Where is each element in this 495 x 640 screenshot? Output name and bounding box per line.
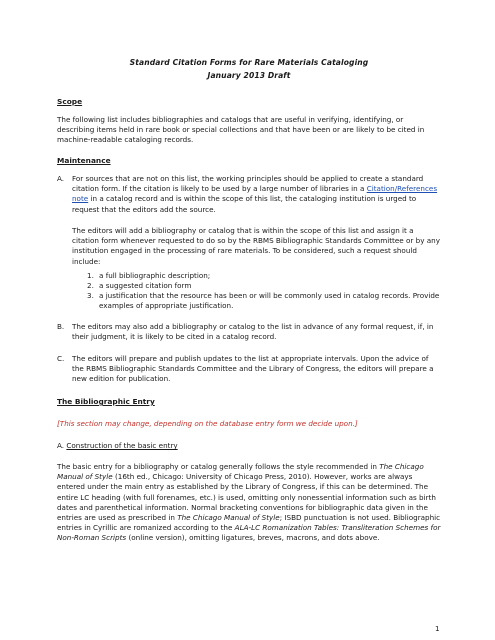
item-a-label: A. [57, 174, 65, 183]
sublist-item-2: a suggested citation form [99, 281, 192, 290]
construction-label: A. [57, 441, 67, 450]
basic-entry-text-2: (16th ed., Chicago: University of Chicago Press, 2010). However, works are always entered under the main entry as established by the Library of Congress, if this can be determined. The entire LC heading (with full forenames, etc.) is used, omitting only nonessential information such as birth dates and parenthetical information. Normal bracketing conventions for bibliographic data given in the entries are used as prescribed in [57, 472, 436, 523]
sublist-item-1: a full bibliographic description; [99, 271, 211, 280]
item-a-text-pre: For sources that are not on this list, the working principles should be applied to create a standard citation form. If the citation is likely to be used by a large number of libraries in a [72, 174, 424, 194]
scope-paragraph: The following list includes bibliographies and catalogs that are useful in verifying, identifying, or describing items held in rare book or special collections and that have been or are likely to be cited in machine-readable cataloging records. [57, 115, 425, 145]
sublist-number-1: 1. [87, 271, 94, 280]
citation-references-note-link[interactable]: Citation/References note [72, 184, 438, 204]
item-a-paragraph [72, 174, 441, 215]
construction-heading [57, 441, 441, 451]
item-b-label: B. [57, 322, 65, 331]
basic-entry-text-1: The basic entry for a bibliography or catalog generally follows the style recommended in [57, 462, 380, 471]
construction-title: Construction of the basic entry [66, 441, 178, 450]
item-a-text-post: in a catalog record and is within the scope of this list, the cataloging institution is urged to request that the editors add the source. [72, 194, 417, 214]
chicago-manual-title: The Chicago Manual of Style [57, 462, 424, 482]
document-title: Standard Citation Forms for Rare Materials Cataloging [129, 58, 369, 67]
item-b-paragraph: The editors may also add a bibliography or catalog to the list in advance of any formal request, if, in their judgment, it is likely to be cited in a catalog record. [72, 322, 434, 342]
chicago-manual-title-2: The Chicago Manual of Style [177, 513, 280, 523]
item-c-label: C. [57, 354, 65, 363]
basic-entry-text-4: (online version), omitting ligatures, breves, macrons, and dots above. [126, 533, 380, 543]
item-c-paragraph: The editors will prepare and publish updates to the list at appropriate intervals. Upon the advice of the RBMS Bibliographic Standards Committee and the Library of Congress, the editors will prepare a new edition for publication. [72, 354, 434, 384]
sublist-number-2: 2. [87, 281, 94, 290]
document-subtitle: January 2013 Draft [207, 71, 291, 80]
draft-note: [This section may change, depending on the database entry form we decide upon.] [57, 419, 358, 428]
basic-entry-paragraph [57, 462, 441, 544]
maintenance-heading: Maintenance [57, 156, 111, 165]
scope-heading: Scope [57, 97, 83, 106]
bibliographic-entry-heading: The Bibliographic Entry [57, 397, 155, 406]
ala-lc-title: ALA-LC Romanization Tables: Transliteration Schemes for Non-Roman Scripts [57, 523, 441, 543]
basic-entry-text-3: ; ISBD punctuation is not used. Bibliographic entries in Cyrillic are romanized according to the [57, 513, 441, 533]
sublist-number-3: 3. [87, 291, 94, 300]
page-number: 1 [435, 624, 440, 633]
item-a-paragraph-2: The editors will add a bibliography or catalog that is within the scope of this list and assign it a citation form whenever requested to do so by the RBMS Bibliographic Standards Committee or by any institution engaged in the processing of rare materials. To be considered, such a request should include: [72, 226, 440, 266]
sublist-item-3: a justification that the resource has been or will be commonly used in catalog records. Provide examples of appropriate justification. [99, 291, 440, 311]
